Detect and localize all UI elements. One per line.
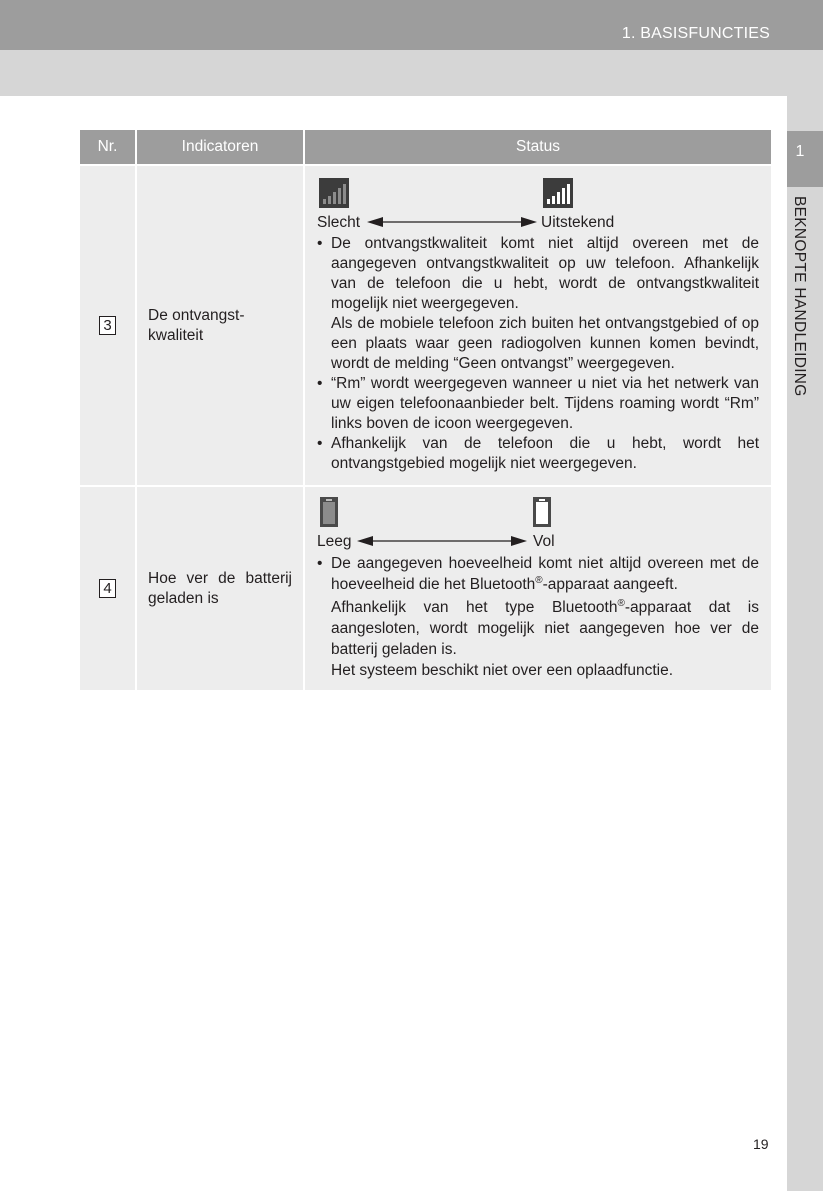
- double-arrow-icon: [367, 216, 537, 228]
- row-number-cell: [80, 165, 136, 486]
- status-cell: [304, 165, 771, 486]
- registered-mark: ®: [535, 574, 543, 586]
- registered-mark: ®: [617, 597, 625, 609]
- section-title: 1. BASISFUNCTIES: [621, 25, 770, 42]
- chapter-number: 1: [795, 143, 805, 160]
- column-header-indicators: Indicatoren: [136, 130, 304, 165]
- battery-full-icon: [533, 497, 551, 527]
- paragraph: Het systeem beschikt niet over een oplaadfunctie.: [331, 662, 674, 679]
- chapter-label: BEKNOPTE HANDLEIDING: [791, 196, 808, 397]
- column-header-nr: Nr.: [80, 130, 136, 165]
- list-item: • De aangegeven hoeveelheid komt niet altijd overeen met de hoeveelheid die het Bluetooth®-apparaat aangeeft. Afhankelijk van het type Bluetooth®-apparaat dat is aangesloten, wordt mogelijk niet aangegeven hoe ver de batterij geladen is. Het systeem beschikt niet over een oplaadfunctie.: [317, 553, 759, 681]
- paragraph: Afhankelijk van het type Bluetooth®-apparaat dat is aangesloten, wordt mogelijk niet aangegeven hoe ver de batterij geladen is.: [331, 597, 759, 658]
- page-number: 19: [753, 1136, 769, 1152]
- list-item: • Afhankelijk van de telefoon die u hebt, wordt het ontvangstgebied mogelijk niet weergegeven.: [317, 434, 759, 474]
- list-item: • De ontvangstkwaliteit komt niet altijd overeen met de aangegeven ontvangstkwaliteit op uw telefoon. Afhankelijk van de telefoon die u hebt, wordt de ontvangstkwaliteit mogelijk niet weergegeven. Als de mobiele telefoon zich buiten het ontvangstgebied of op een plaats waar geen radiogolven kunnen komen bevindt, wordt de melding “Geen ontvangst” weergegeven.: [317, 234, 759, 374]
- indicator-line: Hoe ver de batterij: [148, 569, 292, 587]
- table-row: [80, 165, 771, 486]
- table-header-row: [80, 130, 771, 165]
- double-arrow-icon: [357, 535, 527, 547]
- indicator-cell: [136, 165, 304, 486]
- row-number-box: 4: [99, 579, 116, 598]
- indicator-line: kwaliteit: [148, 326, 204, 344]
- status-cell: [304, 486, 771, 690]
- scale-right-label: Vol: [533, 533, 555, 550]
- battery-low-icon: [320, 497, 338, 527]
- table-row: [80, 486, 771, 690]
- signal-high-icon: [543, 178, 573, 208]
- status-bullets: [317, 234, 759, 474]
- quality-scale: [317, 212, 759, 234]
- scale-right-label: Uitstekend: [541, 214, 615, 231]
- indicator-cell: [136, 486, 304, 690]
- header-band: [0, 50, 823, 96]
- paragraph: Als de mobiele telefoon zich buiten het ontvangstgebied of op een plaats waar geen radiogolven kunnen komen bevindt, wordt de melding “Geen ontvangst” weergegeven.: [331, 315, 759, 372]
- column-header-status: Status: [304, 130, 771, 165]
- signal-low-icon: [319, 178, 349, 208]
- indicator-line: De ontvangst-: [148, 306, 245, 324]
- indicator-line: geladen is: [148, 589, 219, 607]
- indicator-table: [80, 130, 771, 690]
- battery-scale: [317, 531, 759, 553]
- row-number-cell: [80, 486, 136, 690]
- list-item: • “Rm” wordt weergegeven wanneer u niet via het netwerk van uw eigen telefoonaanbieder belt. Tijdens roaming wordt “Rm” links boven de icoon weergegeven.: [317, 374, 759, 434]
- scale-left-label: Leeg: [317, 533, 352, 550]
- status-bullets: [317, 553, 759, 681]
- row-number-box: 3: [99, 316, 116, 335]
- scale-left-label: Slecht: [317, 214, 361, 231]
